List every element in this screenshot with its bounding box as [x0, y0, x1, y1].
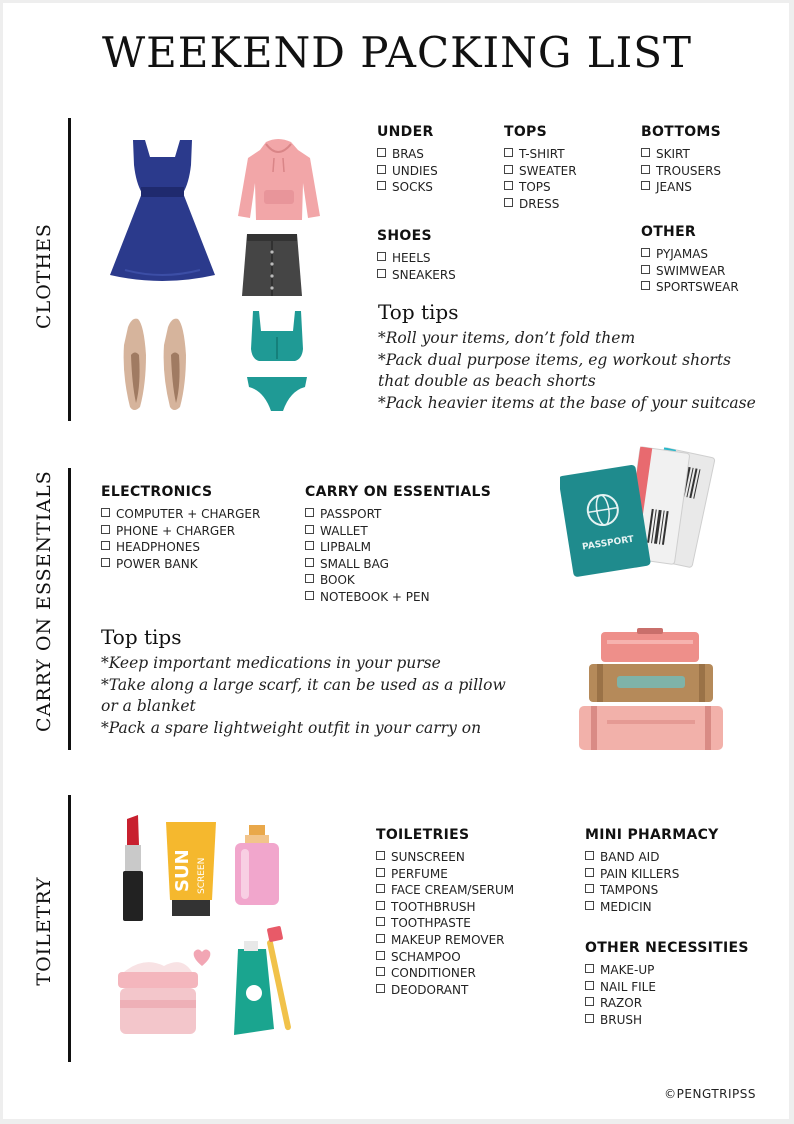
under-heading: UNDER — [377, 124, 434, 140]
clothes-section-label: CLOTHES — [33, 223, 55, 329]
hoodie-icon — [236, 138, 321, 226]
passport-tickets-icon — [560, 446, 725, 578]
tops-item[interactable]: SWEATER — [504, 163, 577, 180]
shoes-item[interactable]: SNEAKERS — [377, 267, 456, 284]
heels-icon — [120, 315, 195, 413]
bottoms-item[interactable]: TROUSERS — [641, 163, 721, 180]
tip-line: *Take along a large scarf, it can be used as a pillow — [101, 675, 506, 694]
checkbox[interactable] — [585, 851, 594, 860]
carry-on-divider-line — [68, 468, 71, 750]
essentials-item[interactable]: LIPBALM — [305, 539, 491, 556]
checkbox[interactable] — [376, 934, 385, 943]
checkbox[interactable] — [376, 868, 385, 877]
checkbox[interactable] — [377, 181, 386, 190]
checkbox[interactable] — [504, 148, 513, 157]
essentials-item[interactable]: BOOK — [305, 572, 491, 589]
tip-line: *Keep important medications in your purse — [101, 654, 441, 672]
pharmacy-item[interactable]: TAMPONS — [585, 882, 719, 899]
checkbox[interactable] — [376, 917, 385, 926]
mini-pharmacy-list — [585, 827, 719, 915]
checkbox[interactable] — [101, 558, 110, 567]
sunscreen-screen-label: SCREEN — [197, 857, 207, 894]
tip-line: *Roll your items, don’t fold them — [378, 329, 636, 347]
checkbox[interactable] — [376, 901, 385, 910]
checkbox[interactable] — [585, 964, 594, 973]
checkbox[interactable] — [585, 868, 594, 877]
checkbox[interactable] — [305, 574, 314, 583]
toiletries-item[interactable]: SUNSCREEN — [376, 849, 514, 866]
tip-line: *Pack heavier items at the base of your suitcase — [378, 393, 756, 412]
passport-label: PASSPORT — [581, 534, 635, 553]
checkbox[interactable] — [305, 591, 314, 600]
carry-on-essentials-heading: CARRY ON ESSENTIALS — [305, 484, 492, 500]
under-list — [377, 124, 438, 196]
checkbox[interactable] — [376, 851, 385, 860]
checkbox[interactable] — [504, 198, 513, 207]
toothpaste-toothbrush-icon — [232, 925, 294, 1037]
sunscreen-icon — [164, 820, 218, 918]
shoes-item[interactable]: HEELS — [377, 250, 456, 267]
checkbox[interactable] — [585, 901, 594, 910]
necessities-item[interactable]: RAZOR — [585, 995, 749, 1012]
other-necessities-list — [585, 940, 749, 1028]
clothes-divider-line — [68, 118, 71, 421]
tops-item[interactable]: T-SHIRT — [504, 146, 577, 163]
checkbox[interactable] — [305, 525, 314, 534]
carry-on-tips — [101, 625, 506, 739]
checkbox[interactable] — [641, 148, 650, 157]
electronics-item[interactable]: PHONE + CHARGER — [101, 523, 260, 540]
shoes-list — [377, 228, 456, 283]
toiletries-item[interactable]: TOOTHBRUSH — [376, 899, 514, 916]
checkbox[interactable] — [101, 541, 110, 550]
clothes-tips-heading: Top tips — [378, 300, 459, 324]
checkbox[interactable] — [504, 181, 513, 190]
tip-line: or a blanket — [101, 697, 196, 715]
dress-icon — [105, 135, 220, 283]
checkbox[interactable] — [504, 165, 513, 174]
checkbox[interactable] — [376, 884, 385, 893]
perfume-icon — [233, 825, 281, 907]
checkbox[interactable] — [641, 265, 650, 274]
toiletries-item[interactable]: SCHAMPOO — [376, 949, 514, 966]
checkbox[interactable] — [377, 269, 386, 278]
other-item[interactable]: SWIMWEAR — [641, 263, 739, 280]
copyright-credit: ©PENGTRIPSS — [664, 1087, 756, 1101]
toiletries-heading: TOILETRIES — [376, 827, 470, 843]
checkbox[interactable] — [101, 525, 110, 534]
toiletries-list — [376, 827, 514, 998]
page-title: WEEKEND PACKING LIST — [101, 28, 693, 77]
pharmacy-item[interactable]: MEDICIN — [585, 899, 719, 916]
checkbox[interactable] — [641, 281, 650, 290]
shoes-heading: SHOES — [377, 228, 432, 244]
under-item[interactable]: SOCKS — [377, 179, 438, 196]
pharmacy-item[interactable]: PAIN KILLERS — [585, 866, 719, 883]
necessities-item[interactable]: NAIL FILE — [585, 979, 749, 996]
checkbox[interactable] — [377, 148, 386, 157]
checkbox[interactable] — [376, 984, 385, 993]
face-cream-icon — [114, 948, 214, 1038]
essentials-item[interactable]: WALLET — [305, 523, 491, 540]
electronics-heading: ELECTRONICS — [101, 484, 213, 500]
bottoms-item[interactable]: JEANS — [641, 179, 721, 196]
toiletries-item[interactable]: DEODORANT — [376, 982, 514, 999]
bottoms-list — [641, 124, 721, 196]
bottoms-item[interactable]: SKIRT — [641, 146, 721, 163]
checkbox[interactable] — [585, 884, 594, 893]
toiletry-section-label: TOILETRY — [33, 876, 55, 986]
under-item[interactable]: UNDIES — [377, 163, 438, 180]
checkbox[interactable] — [585, 981, 594, 990]
checkbox[interactable] — [641, 165, 650, 174]
necessities-item[interactable]: MAKE-UP — [585, 962, 749, 979]
essentials-item[interactable]: NOTEBOOK + PEN — [305, 589, 491, 606]
pharmacy-item[interactable]: BAND AID — [585, 849, 719, 866]
toiletry-divider-line — [68, 795, 71, 1062]
tops-item[interactable]: DRESS — [504, 196, 577, 213]
other-item[interactable]: SPORTSWEAR — [641, 279, 739, 296]
electronics-item[interactable]: POWER BANK — [101, 556, 260, 573]
checkbox[interactable] — [376, 967, 385, 976]
electronics-item[interactable]: HEADPHONES — [101, 539, 260, 556]
other-necessities-heading: OTHER NECESSITIES — [585, 940, 749, 956]
toiletries-item[interactable]: PERFUME — [376, 866, 514, 883]
bottoms-heading: BOTTOMS — [641, 124, 722, 140]
tip-line: *Pack a spare lightweight outfit in your carry on — [101, 718, 482, 737]
other-item[interactable]: PYJAMAS — [641, 246, 739, 263]
carry-on-essentials-list — [305, 484, 491, 606]
checkbox[interactable] — [376, 951, 385, 960]
checkbox[interactable] — [377, 165, 386, 174]
checkbox[interactable] — [101, 508, 110, 517]
under-item[interactable]: BRAS — [377, 146, 438, 163]
tip-line: *Pack dual purpose items, eg workout shorts — [378, 350, 731, 369]
essentials-item[interactable]: PASSPORT — [305, 506, 491, 523]
mini-pharmacy-heading: MINI PHARMACY — [585, 827, 719, 843]
clothes-tips — [378, 300, 756, 414]
necessities-item[interactable]: BRUSH — [585, 1012, 749, 1029]
checkbox[interactable] — [641, 248, 650, 257]
checkbox[interactable] — [585, 1014, 594, 1023]
suitcases-icon — [577, 628, 725, 752]
checkbox[interactable] — [305, 558, 314, 567]
checkbox[interactable] — [305, 508, 314, 517]
toiletries-item[interactable]: MAKEUP REMOVER — [376, 932, 514, 949]
sunscreen-sun-label: SUN — [172, 849, 193, 892]
skirt-icon — [241, 232, 303, 298]
checkbox[interactable] — [641, 181, 650, 190]
tip-line: that double as beach shorts — [378, 372, 596, 390]
bikini-icon — [245, 309, 309, 413]
tops-heading: TOPS — [504, 124, 547, 140]
tops-list — [504, 124, 577, 212]
toiletries-item[interactable]: TOOTHPASTE — [376, 915, 514, 932]
electronics-item[interactable]: COMPUTER + CHARGER — [101, 506, 260, 523]
other-list — [641, 224, 739, 296]
other-heading: OTHER — [641, 224, 697, 240]
tops-item[interactable]: TOPS — [504, 179, 577, 196]
carry-on-section-label: CARRY ON ESSENTIALS — [33, 470, 55, 732]
checkbox[interactable] — [305, 541, 314, 550]
toiletries-item[interactable]: CONDITIONER — [376, 965, 514, 982]
carry-on-tips-heading: Top tips — [101, 625, 182, 649]
essentials-item[interactable]: SMALL BAG — [305, 556, 491, 573]
toiletries-item[interactable]: FACE CREAM/SERUM — [376, 882, 514, 899]
electronics-list — [101, 484, 260, 572]
lipstick-icon — [118, 815, 148, 923]
checkbox[interactable] — [585, 997, 594, 1006]
checkbox[interactable] — [377, 252, 386, 261]
